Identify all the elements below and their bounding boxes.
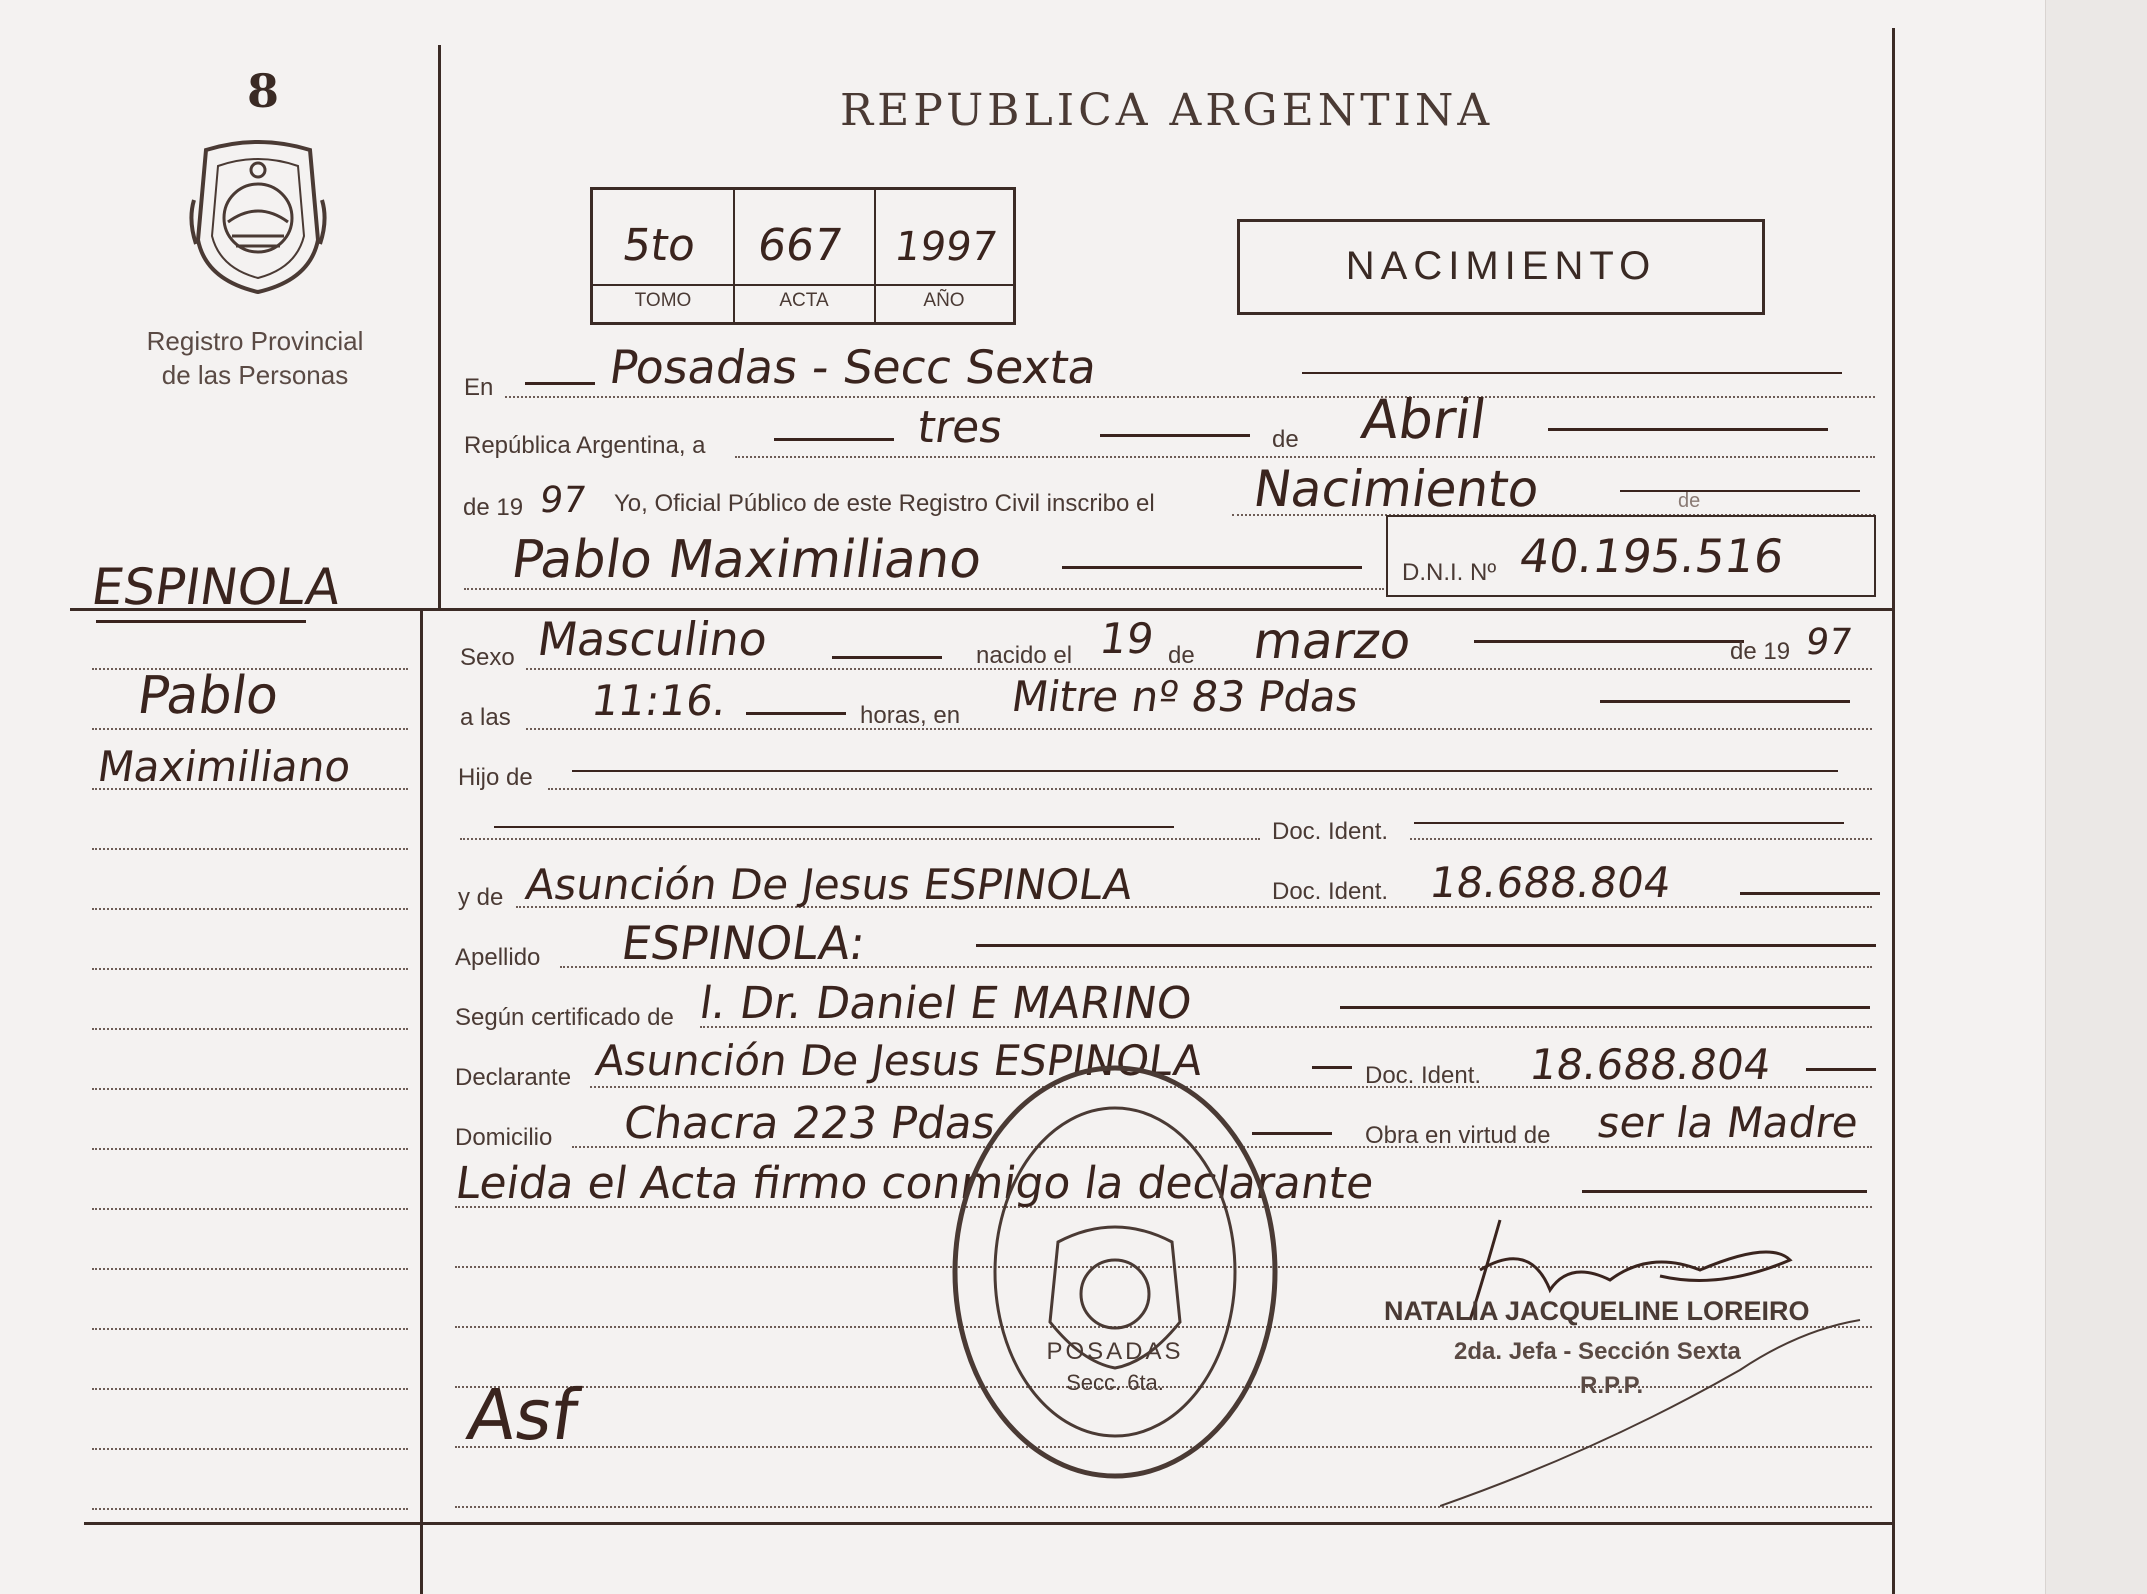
hijo-label: Hijo de — [458, 764, 533, 791]
sexo-label: Sexo — [460, 644, 515, 671]
record-type-label: NACIMIENTO — [1345, 244, 1657, 288]
yde-label: y de — [458, 884, 504, 911]
birth-year-suffix: 97 — [1803, 622, 1855, 663]
pen-dash — [1620, 490, 1860, 492]
declarante-value: Asunción De Jesus ESPINOLA — [592, 1036, 1206, 1085]
caption-rule — [593, 284, 1013, 286]
tomo-value: 5to — [619, 220, 699, 271]
month-value: Abril — [1357, 388, 1490, 451]
margin-given-name-2: Maximiliano — [94, 742, 354, 791]
de-label-small: de — [1678, 490, 1701, 512]
pen-dash — [1100, 434, 1250, 437]
pen-dash — [1740, 892, 1880, 895]
margin-dotted-line — [92, 1088, 408, 1090]
horas-label: horas, en — [860, 702, 961, 729]
margin-dotted-line — [92, 1148, 408, 1150]
divider-right — [1892, 28, 1895, 1594]
birth-day: 19 — [1096, 614, 1157, 663]
pen-dash — [1312, 1066, 1352, 1069]
birth-place: Mitre nº 83 Pdas — [1008, 672, 1362, 721]
pen-dash — [774, 438, 894, 441]
margin-dotted-line — [92, 848, 408, 850]
father-doc-line — [1410, 838, 1872, 840]
acta-value: 667 — [754, 220, 846, 271]
margin-dotted-line — [92, 1208, 408, 1210]
pen-dash — [1302, 372, 1842, 374]
margin-dotted-line — [92, 968, 408, 970]
segun-label: Según certificado de — [455, 1004, 674, 1031]
margin-dotted-line — [92, 1328, 408, 1330]
margin-underline — [96, 620, 306, 623]
en-label: En — [464, 374, 494, 401]
mother-doc: 18.688.804 — [1426, 858, 1674, 907]
place-value: Posadas - Secc Sexta — [606, 340, 1101, 394]
de-label: de — [1272, 426, 1299, 453]
pen-dash — [1340, 1006, 1870, 1009]
nacido-label: nacido el — [976, 642, 1073, 669]
pen-dash — [1582, 1190, 1867, 1193]
ano-label: AÑO — [923, 290, 965, 311]
pen-dash — [1806, 1068, 1876, 1071]
pen-dash — [572, 770, 1838, 772]
pen-dash — [1414, 822, 1844, 824]
pen-dash — [494, 826, 1174, 828]
apellido-value: ESPINOLA: — [618, 916, 869, 970]
margin-dotted-line — [92, 1028, 408, 1030]
margin-dotted-line — [92, 1388, 408, 1390]
seal-outer-text — [948, 1056, 1282, 1067]
leida-text: Leida el Acta firmo conmigo la declarante — [452, 1158, 1378, 1209]
birth-de-label: de — [1168, 642, 1195, 669]
obra-value: ser la Madre — [1594, 1098, 1862, 1147]
father-doc-label: Doc. Ident. — [1272, 818, 1389, 845]
pen-dash — [832, 656, 942, 659]
inscribo-text: Yo, Oficial Público de este Registro Civil inscribo el — [614, 490, 1155, 517]
obra-label: Obra en virtud de — [1365, 1122, 1551, 1149]
date-line — [735, 456, 1875, 458]
domicilio-label: Domicilio — [455, 1124, 553, 1151]
birth-time: 11:16. — [588, 676, 730, 725]
father-line-2 — [460, 838, 1260, 840]
alas-label: a las — [460, 704, 511, 731]
domicilio-value: Chacra 223 Pdas — [620, 1098, 999, 1149]
pen-dash — [976, 944, 1876, 947]
pen-dash — [1062, 566, 1362, 569]
declarant-signature: Asf — [462, 1374, 583, 1456]
place-line — [505, 396, 1875, 398]
dni-value: 40.195.516 — [1516, 529, 1788, 583]
record-reference-box — [590, 187, 1016, 325]
tomo-label: TOMO — [634, 290, 692, 311]
margin-dotted-line — [92, 1448, 408, 1450]
pen-dash — [1548, 428, 1828, 431]
event-value: Nacimiento — [1249, 460, 1543, 518]
seal-city: POSADAS — [1046, 1338, 1184, 1365]
registry-name-line2: de las Personas — [161, 360, 349, 390]
official-org: R.P.P. — [1580, 1372, 1644, 1399]
margin-dotted-line — [92, 908, 408, 910]
page-number: 8 — [247, 64, 280, 118]
province-emblem — [186, 140, 330, 296]
declarante-doc: 18.688.804 — [1526, 1040, 1774, 1089]
acta-label: ACTA — [779, 290, 829, 311]
certificate-by: l. Dr. Daniel E MARINO — [696, 978, 1195, 1029]
pen-dash — [1474, 640, 1744, 643]
seal-inner-text — [948, 1180, 1282, 1194]
person-name: Pablo Maximiliano — [507, 530, 986, 590]
margin-dotted-line — [92, 788, 408, 790]
pen-dash — [1600, 700, 1850, 703]
sexo-line — [526, 668, 1872, 670]
dni-box — [1386, 515, 1876, 597]
time-line — [526, 728, 1872, 730]
mother-name: Asunción De Jesus ESPINOLA — [522, 860, 1136, 909]
republica-label: República Argentina, a — [464, 432, 706, 459]
page-edge — [2045, 0, 2147, 1594]
pen-dash — [525, 382, 595, 385]
father-line — [548, 788, 1872, 790]
year-prefix: de 19 — [463, 494, 524, 521]
declarante-label: Declarante — [455, 1064, 572, 1091]
record-type-box — [1237, 219, 1765, 315]
seal-section: Secc. 6ta. — [1066, 1370, 1164, 1395]
declarante-doc-label: Doc. Ident. — [1365, 1062, 1482, 1089]
margin-dotted-line — [92, 1268, 408, 1270]
apellido-label: Apellido — [455, 944, 541, 971]
divider-vertical-top — [438, 45, 441, 610]
margin-dotted-line — [92, 1508, 408, 1510]
official-name: NATALIA JACQUELINE LOREIRO — [1384, 1296, 1810, 1326]
divider-horizontal-mid — [70, 608, 1892, 611]
mother-doc-label: Doc. Ident. — [1272, 878, 1389, 905]
official-role: 2da. Jefa - Sección Sexta — [1454, 1338, 1741, 1365]
day-value: tres — [914, 402, 1006, 453]
ano-value: 1997 — [891, 224, 1001, 270]
margin-dotted-line — [92, 728, 408, 730]
margin-dotted-line — [92, 668, 408, 670]
year-suffix: 97 — [537, 480, 589, 521]
margin-given-name-1: Pablo — [133, 666, 283, 726]
country-title: REPUBLICA ARGENTINA — [840, 85, 1494, 136]
margin-surname: ESPINOLA — [87, 558, 345, 616]
official-seal — [948, 1062, 1282, 1482]
birth-year-prefix: de 19 — [1730, 638, 1791, 665]
pen-dash — [746, 712, 846, 715]
registry-name-line1: Registro Provincial — [146, 326, 364, 356]
divider-vertical-bottom — [420, 608, 423, 1594]
dni-label: D.N.I. Nº — [1402, 559, 1497, 586]
birth-month: marzo — [1249, 612, 1415, 670]
sexo-value: Masculino — [534, 612, 771, 666]
